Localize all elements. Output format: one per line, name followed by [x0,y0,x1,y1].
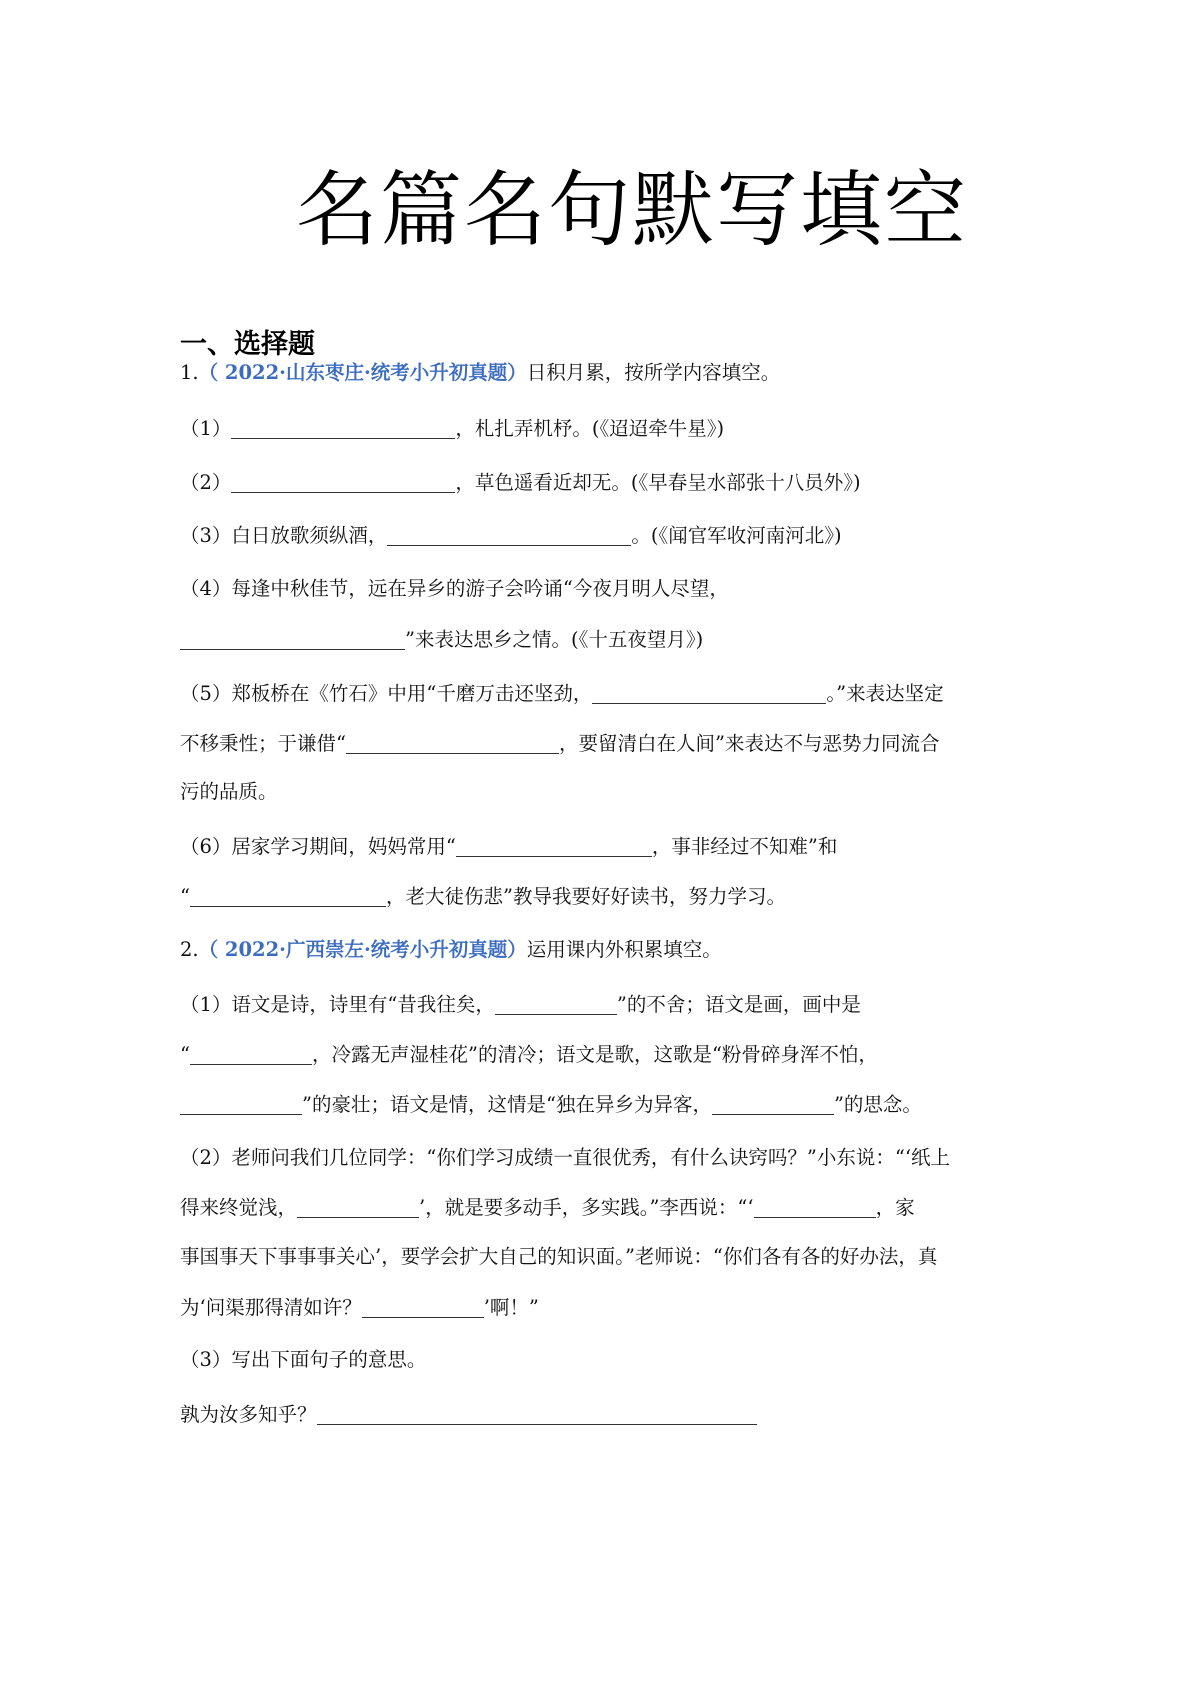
q2-item-1-cont [180,1044,878,1065]
item-text: （2）老师问我们几位同学：“你们学习成绩一直很优秀，有什么诀窍吗？”小东说：“‘纸上 [180,1146,951,1169]
answer-blank[interactable] [387,525,631,546]
item-text: ”来表达思乡之情。(《十五夜望月》) [405,628,704,651]
question-prompt: 运用课内外积累填空。 [526,938,722,961]
question-source: （ 2022·山东枣庄·统考小升初真题） [198,361,527,384]
q1-item-6 [180,836,837,857]
item-text: “ [180,885,190,908]
answer-blank[interactable] [231,472,455,493]
q1-item-4 [180,579,729,599]
item-text: 。”来表达坚定 [826,682,944,705]
q2-item-2-end [180,1297,539,1318]
item-text: ”的思念。 [833,1093,922,1116]
item-text: 孰为汝多知乎？ [180,1403,317,1426]
answer-blank[interactable] [754,1197,876,1218]
question-number: 2. [180,938,199,961]
item-text: ，札扎弄机杼。(《迢迢牵牛星》) [455,417,725,440]
question-number: 1. [180,361,199,384]
answer-blank[interactable] [712,1094,834,1115]
item-text: （1）语文是诗，诗里有“昔我往矣， [180,993,495,1016]
item-text: （2） [180,471,232,494]
q2-item-3 [180,1350,426,1370]
answer-blank[interactable] [317,1404,757,1425]
item-text: 为‘问渠那得清如许？ [180,1296,362,1319]
answer-blank[interactable] [180,629,405,650]
q1-item-4-cont [180,629,703,650]
q2-item-2 [180,1148,950,1168]
item-text: 。(《闻官军收河南河北》) [631,524,842,547]
q2-item-2-cont [180,1197,915,1218]
question-prompt: 日积月累，按所学内容填空。 [526,361,781,384]
q2-item-1-end [180,1094,922,1115]
item-text: （6）居家学习期间，妈妈常用“ [180,835,456,858]
q1-item-5-cont [180,733,939,754]
q1-item-5 [180,683,944,704]
q1-item-5-end [180,782,278,802]
item-text: ，家 [875,1196,915,1219]
item-text: ，老大徒伤悲”教导我要好好读书，努力学习。 [385,885,786,908]
item-text: 污的品质。 [180,780,278,803]
item-text: ’啊！” [483,1296,539,1319]
q1-item-3 [180,525,842,546]
item-text: （3）白日放歌须纵酒， [180,524,388,547]
answer-blank[interactable] [495,994,617,1015]
q2-item-3-answer [180,1404,757,1425]
answer-blank[interactable] [346,733,559,754]
item-text: ，草色遥看近却无。(《早春呈水部张十八员外》) [455,471,861,494]
answer-blank[interactable] [456,836,652,857]
item-text: ’，就是要多动手，多实践。”李西说：“‘ [419,1196,754,1219]
item-text: （5）郑板桥在《竹石》中用“千磨万击还坚劲， [180,682,593,705]
q1-item-2 [180,472,861,493]
item-text: ，事非经过不知难”和 [651,835,838,858]
item-text: 事国事天下事事事关心’，要学会扩大自己的知识面。”老师说：“你们各有各的好办法，真 [180,1245,938,1268]
section-heading: 一、选择题 [180,329,315,360]
answer-blank[interactable] [180,1094,302,1115]
answer-blank[interactable] [231,418,455,439]
answer-blank[interactable] [297,1197,419,1218]
item-text: ，冷露无声湿桂花”的清冷；语文是歌，这歌是“粉骨碎身浑不怕， [311,1043,878,1066]
item-text: ”的豪壮；语文是情，这情是“独在异乡为异客， [302,1093,712,1116]
page-title: 名篇名句默写填空 [296,163,969,258]
question-2-header [180,940,722,960]
item-text: 不移秉性；于谦借“ [180,732,346,755]
item-text: “ [180,1043,190,1066]
answer-blank[interactable] [190,886,386,907]
q1-item-6-cont [180,886,786,907]
item-text: （1） [180,417,232,440]
q2-item-2-cont2 [180,1247,937,1267]
answer-blank[interactable] [362,1297,484,1318]
item-text: （4）每逢中秋佳节，远在异乡的游子会吟诵“今夜月明人尽望， [180,577,729,600]
item-text: 得来终觉浅， [180,1196,298,1219]
item-text: ，要留清白在人间”来表达不与恶势力同流合 [558,732,940,755]
item-text: （3）写出下面句子的意思。 [180,1348,427,1371]
q1-item-1 [180,418,724,439]
answer-blank[interactable] [190,1044,312,1065]
answer-blank[interactable] [592,683,826,704]
question-source: （ 2022·广西崇左·统考小升初真题） [198,938,527,961]
q2-item-1 [180,994,861,1015]
question-1-header [180,363,780,383]
item-text: ”的不舍；语文是画，画中是 [616,993,861,1016]
